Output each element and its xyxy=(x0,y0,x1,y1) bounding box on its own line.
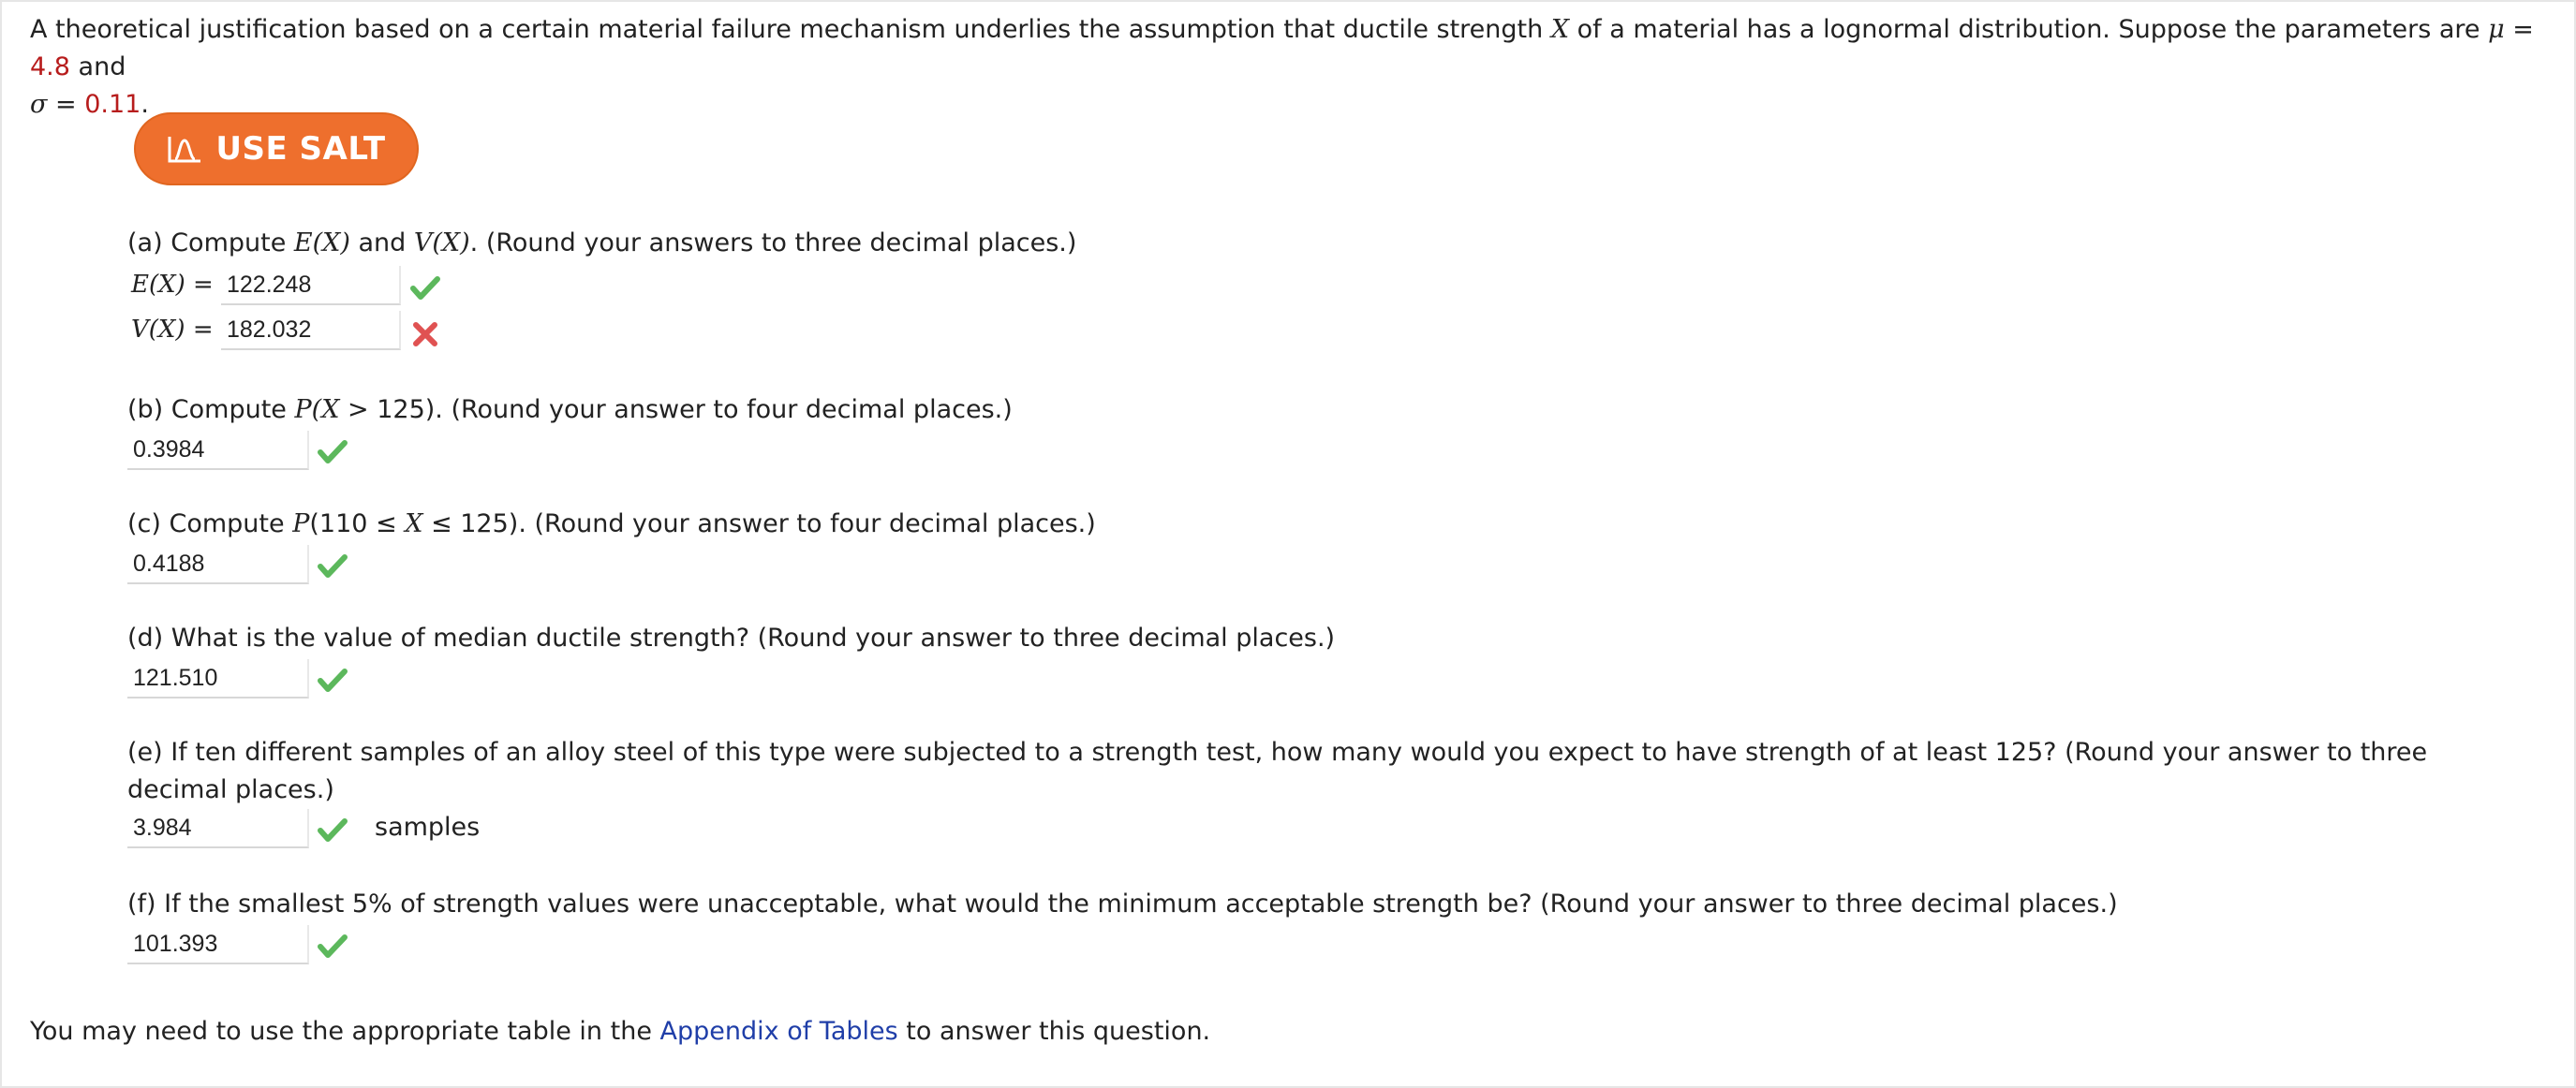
mu-value: 4.8 xyxy=(30,52,70,81)
part-b-prompt: (b) Compute P(X > 125). (Round your answer to four decimal places.) xyxy=(127,395,1013,424)
part-e-prompt: (e) If ten different samples of an alloy steel of this type were subjected to a strength test, how many would you expect to have strength of at least 125? (Round your answer to three decimal places.) xyxy=(127,738,2428,804)
check-icon xyxy=(317,435,348,467)
ex-input[interactable] xyxy=(221,266,401,305)
salt-icon xyxy=(167,133,202,165)
use-salt-button[interactable] xyxy=(134,112,419,185)
var-x: X xyxy=(1550,15,1570,44)
mu-symbol: μ xyxy=(2488,15,2505,44)
vx-label: V(X) = xyxy=(131,316,214,344)
part-a-prompt: (a) Compute E(X) and V(X). (Round your answers to three decimal places.) xyxy=(127,228,1077,257)
part-e-input[interactable] xyxy=(127,809,309,848)
check-icon xyxy=(409,272,441,303)
check-icon xyxy=(317,664,348,696)
part-f-input[interactable] xyxy=(127,925,309,964)
check-icon xyxy=(317,930,348,962)
sigma-symbol: σ xyxy=(30,90,48,119)
check-icon xyxy=(317,814,348,845)
part-b-input[interactable] xyxy=(127,431,309,470)
samples-unit: samples xyxy=(375,813,481,842)
part-f-prompt: (f) If the smallest 5% of strength values were unacceptable, what would the minimum acceptable strength be? (Round your answer to three decimal places.) xyxy=(127,890,2118,919)
part-d-prompt: (d) What is the value of median ductile strength? (Round your answer to three decimal places.) xyxy=(127,624,1336,653)
ex-label: E(X) = xyxy=(131,271,214,299)
sigma-value: 0.11 xyxy=(84,90,141,119)
use-salt-label: USE SALT xyxy=(215,130,386,168)
part-c-input[interactable] xyxy=(127,545,309,584)
cross-icon xyxy=(409,318,441,350)
question-intro: A theoretical justification based on a certain material failure mechanism underlies the assumption that ductile strength X of a material has a lognormal distribution. Suppose the parameters are μ = 4.8 and σ = 0.11. xyxy=(30,15,2534,119)
check-icon xyxy=(317,550,348,581)
vx-input[interactable] xyxy=(221,311,401,350)
part-c-prompt: (c) Compute P(110 ≤ X ≤ 125). (Round your answer to four decimal places.) xyxy=(127,509,1096,538)
footer-note: You may need to use the appropriate table in the Appendix of Tables to answer this question. xyxy=(30,1017,1211,1046)
appendix-link[interactable]: Appendix of Tables xyxy=(659,1017,898,1046)
part-d-input[interactable] xyxy=(127,659,309,698)
